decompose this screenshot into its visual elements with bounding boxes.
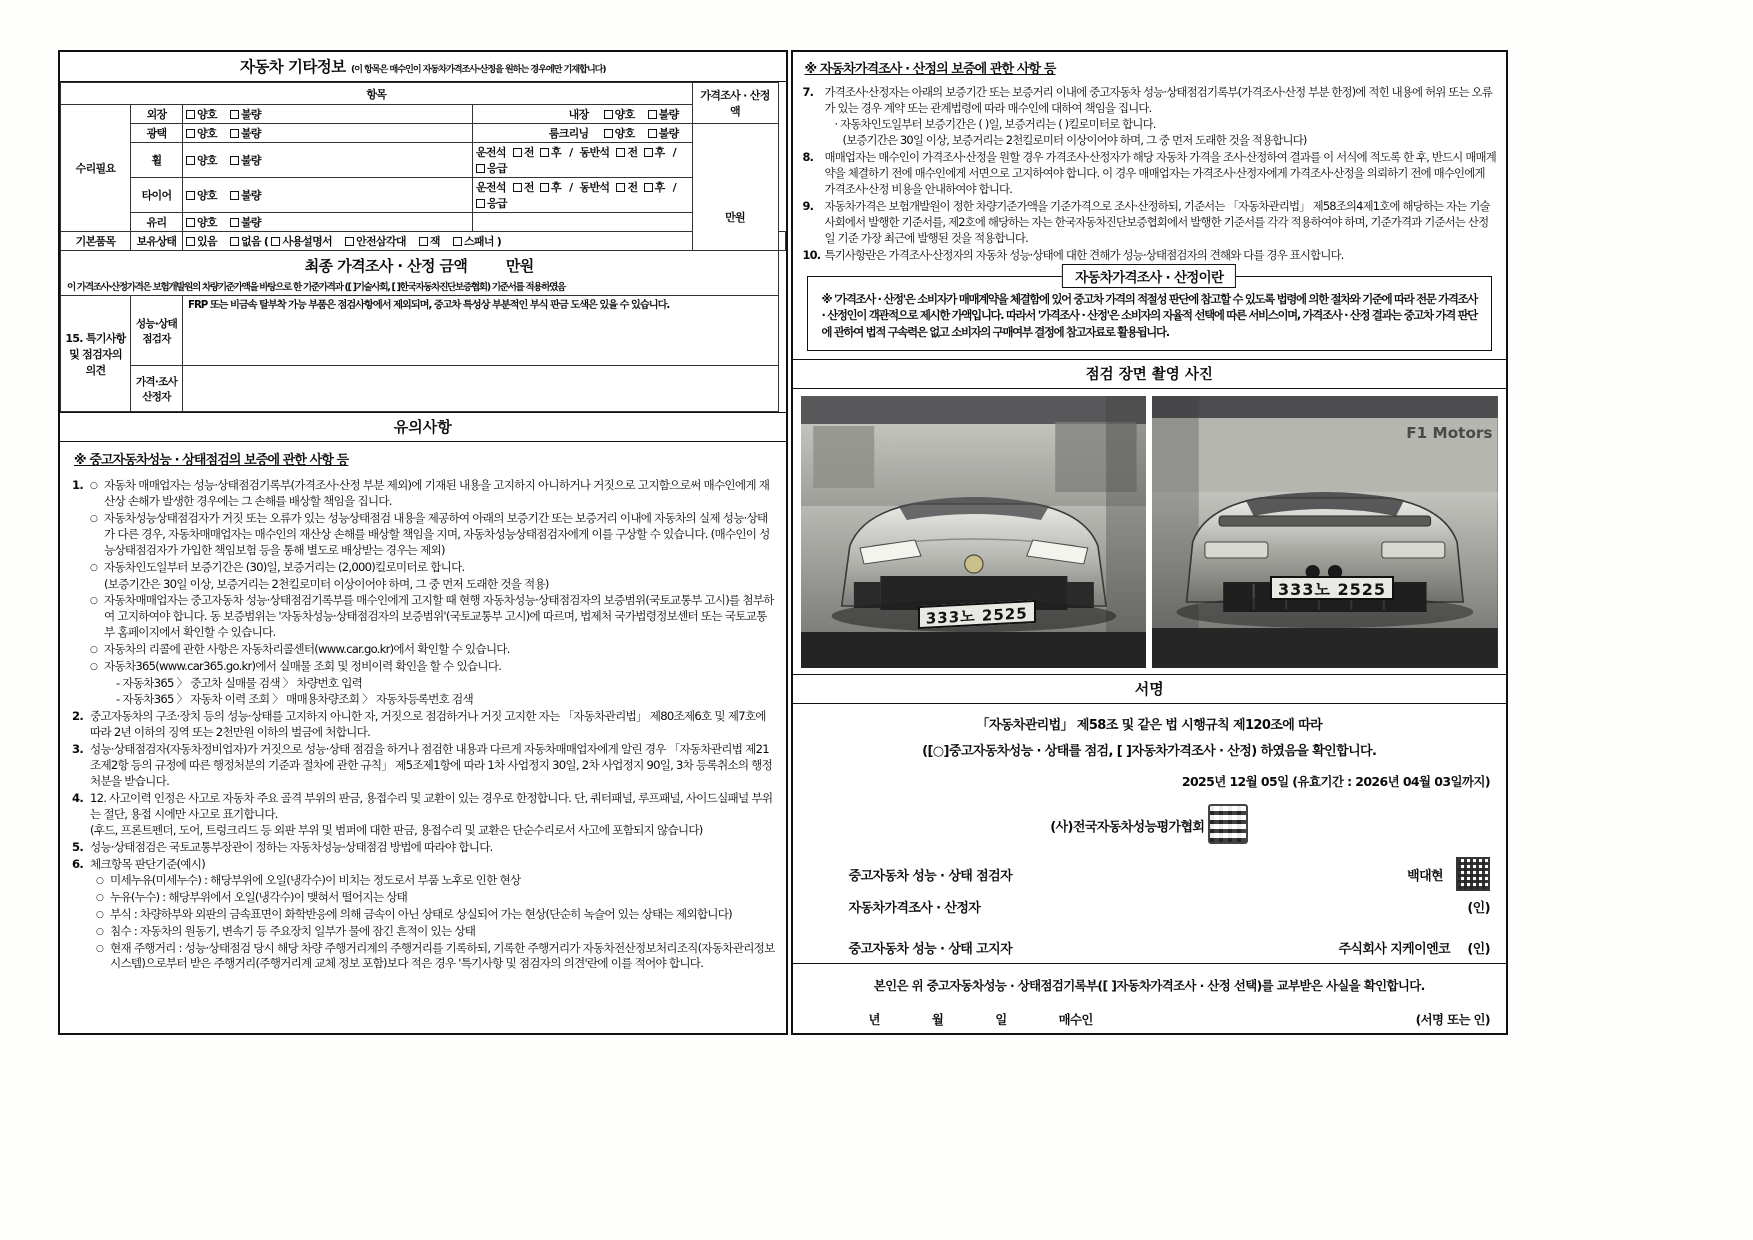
field-sign-or-seal: (서명 또는 인) [1415, 1012, 1490, 1028]
row-label-polish: 광택 [131, 124, 183, 143]
notice-number: 2. [72, 708, 83, 723]
checkbox-icon[interactable] [230, 218, 239, 227]
price-notice-item-8 [803, 150, 1497, 198]
row-options-polish [183, 124, 473, 143]
checkbox-basic-manual[interactable]: 사용설명서 [271, 233, 332, 249]
checkbox-icon[interactable] [540, 183, 549, 192]
buyer-receipt-fields [809, 1010, 1491, 1028]
vehicle-front-photo[interactable] [801, 396, 1147, 668]
notice-body [90, 857, 777, 974]
notice-number: 4. [72, 790, 83, 805]
checkbox-wheel-emergency[interactable]: 응급 [476, 160, 507, 176]
notice-item-2 [72, 709, 777, 741]
row-options-exterior [183, 105, 473, 124]
bullet-icon: ○ [96, 892, 104, 903]
checkbox-basic-triangle[interactable]: 안전삼각대 [345, 233, 406, 249]
checkbox-wheel-bad[interactable]: 불량 [230, 152, 261, 168]
checkbox-icon[interactable] [453, 237, 462, 246]
bullet-icon: ○ [96, 943, 104, 954]
vehicle-rear-photo[interactable] [1152, 396, 1498, 668]
svg-text:F1 Motors: F1 Motors [1406, 424, 1493, 443]
signature-confirm-line: ([○]중고자동차성능 · 상태를 점검, [ ]자동차가격조사 · 산정) 하였음을 확인합니다. [922, 744, 1377, 760]
notice-text: 가격조사·산정자는 아래의 보증기간 또는 보증거리 이내에 중고자동차 성능·상태점검기록부(가격조사·산정 부분 한정)에 적힌 내용에 허위 또는 오류가 있는 경우 계약 또는 관계법령에 따라 매수인에 대하여 책임을 집니다. [824, 85, 1492, 116]
checkbox-basic-spanner[interactable]: 스패너 [453, 233, 494, 249]
list-item: ○ 침수 : 자동차의 원동기, 변속기 등 주요장치 일부가 물에 잠긴 흔적이 있는 상태 [96, 923, 476, 938]
checkbox-icon[interactable] [644, 183, 653, 192]
checkbox-icon[interactable] [648, 129, 657, 138]
checkbox-icon[interactable] [513, 148, 522, 157]
buyer-receipt-box [793, 963, 1507, 1036]
license-plate-front: 333노 2525 [918, 600, 1036, 629]
bullet-icon: ○ [90, 595, 98, 606]
checkbox-icon[interactable] [230, 156, 239, 165]
definition-body: ※ '가격조사 · 산정'은 소비자가 매매계약을 체결함에 있어 중고차 가격의 적절성 판단에 참고할 수 있도록 법령에 의한 절차와 기준에 따라 전문 가격조사 · 산정인이 객관적으로 제시한 가액입니다. 따라서 '가격조사 · 산정'은 소비자의 자율적 선택에 따른 서비스이며, 가격조사 · 산정 결과는 중고차 가격 판단에 관하여 법적 구속력은 없고 소비자의 구매여부 결정에 참고자료로 활용됩니다. [821, 291, 1477, 339]
checkbox-icon[interactable] [186, 191, 195, 200]
notice-number: 9. [802, 198, 814, 213]
checkbox-basic-present[interactable]: 있음 [186, 233, 217, 249]
checkbox-icon[interactable] [271, 237, 280, 246]
notices-body [60, 442, 786, 978]
checkbox-icon[interactable] [540, 148, 549, 157]
buyer-receipt-line: 본인은 위 중고자동차성능 · 상태점검기록부([ ]자동차가격조사 · 산정 선택)를 교부받은 사실을 확인합니다. [873, 978, 1425, 994]
checkbox-icon[interactable] [604, 129, 613, 138]
final-price-title: 최종 가격조사 · 산정 금액 [304, 257, 468, 275]
remarks-inspector-label: 성능·상태 점검자 [131, 296, 183, 366]
notice-body: 성능·상태점검은 국토교통부장관이 정하는 자동차성능·상태점검 방법에 따라야 합니다. [90, 839, 493, 854]
left-column [58, 50, 788, 1035]
definition-caption: 자동차가격조사 · 산정이란 [1062, 264, 1236, 288]
signature-law-line: 「자동차관리법」 제58조 및 같은 법 시행규칙 제120조에 따라 [976, 718, 1323, 734]
field-day[interactable]: 일 [995, 1012, 1007, 1028]
list-item: ○ 누유(누수) : 해당부위에서 오일(냉각수)이 맺혀서 떨어지는 상태 [96, 889, 408, 904]
checkbox-room-cleaning-good[interactable]: 양호 [604, 125, 635, 141]
remarks-appraiser-label: 가격·조사 산정자 [131, 366, 183, 412]
checkbox-tire-passenger-front[interactable]: 전 [616, 179, 637, 195]
notice-number: 5. [72, 839, 83, 854]
notice-item-4 [72, 791, 777, 839]
signature-row-appraiser [809, 897, 1491, 916]
table-row [61, 178, 786, 213]
bullet-icon: ○ [90, 661, 98, 672]
col-item-header: 항목 [61, 83, 693, 105]
criteria-list [90, 873, 777, 973]
checkbox-icon[interactable] [230, 110, 239, 119]
signature-label-appraiser: 자동차가격조사 · 산정자 [848, 901, 981, 917]
checkbox-polish-bad[interactable]: 불량 [230, 125, 261, 141]
field-year[interactable]: 년 [868, 1012, 880, 1028]
signature-row-notifier [809, 938, 1491, 957]
notice-dash-line-2: - 자동차365 〉 자동차 이력 조회 〉 매매용차량조회 〉 자동차등록번호 검색 [116, 691, 473, 706]
inspector-seal-icon [1456, 857, 1490, 891]
warranty-period-line: · 자동차인도일부터 보증기간은 ( )일, 보증거리는 ( )킬로미터로 합니다. [834, 117, 1156, 132]
checkbox-icon[interactable] [186, 237, 195, 246]
notice-number: 1. [72, 477, 83, 492]
notices-list [72, 478, 777, 974]
list-item: ○ 자동차성능상태점검자가 거짓 또는 오류가 있는 성능상태점검 내용을 제공하여 아래의 보증기간 또는 보증거리 이내에 자동차의 실제 성능·상태가 다른 경우, 자동차매매업자는 매수인의 재산상 손해를 배상할 책임을 지며, 자동차성능상태점검자에게 이를 구상할 수 있습니다. (매수인이 성능상태점검자가 가입한 책임보험 등을 통해 별도로 배상받는 경우는 제외) [90, 510, 770, 557]
row-label-glass: 유리 [131, 213, 183, 232]
notice-number: 8. [802, 150, 814, 165]
bullet-icon: ○ [96, 875, 104, 886]
price-unit-label: 만원 [725, 211, 745, 224]
notice-body: 매매업자는 매수인이 가격조사·산정을 원할 경우 가격조사·산정자가 해당 자동차 가격을 조사·산정하여 결과를 이 서식에 적도록 한 후, 반드시 매매계약을 체결하기 전에 매수인에게 서면으로 고지하여야 합니다. 이 경우 매매업자는 가격조사·산정자에게 가격조사·산정을 의뢰하기 전에 매수인에게 가격조사·산정 비용을 안내하여야 합니다. [824, 150, 1496, 196]
checkbox-tire-driver-rear[interactable]: 후 [540, 179, 561, 195]
tire-passenger-label: 동반석 [579, 181, 610, 194]
price-notice-section [793, 52, 1507, 270]
checkbox-icon[interactable] [186, 129, 195, 138]
signature-bar: 서명 [793, 674, 1507, 704]
checkbox-icon[interactable] [345, 237, 354, 246]
checkbox-tire-passenger-rear[interactable]: 후 [644, 179, 665, 195]
bullet-icon: ○ [90, 513, 98, 524]
remarks-appraiser-text[interactable] [183, 366, 779, 412]
row-options-tire [183, 178, 473, 213]
field-month[interactable]: 월 [931, 1012, 944, 1028]
checkbox-wheel-good[interactable]: 양호 [186, 152, 217, 168]
list-item: ○ 미세누유(미세누수) : 해당부위에 오일(냉각수)이 비치는 정도로서 부품 노후로 인한 현상 [96, 872, 521, 887]
table-row [61, 213, 786, 232]
notice-item-5 [72, 840, 777, 856]
bullet-icon: ○ [96, 909, 104, 920]
photos-container [793, 389, 1507, 674]
checkbox-icon[interactable] [513, 183, 522, 192]
signature-value-notifier[interactable]: 주식회사 지케이엔코 [1338, 942, 1450, 958]
vehicle-other-info-table [60, 82, 786, 412]
checkbox-icon[interactable] [419, 237, 428, 246]
price-notice-item-9 [803, 199, 1497, 247]
notice-body [90, 791, 777, 839]
bullet-icon: ○ [90, 562, 98, 573]
notices-bar: 유의사항 [60, 412, 786, 442]
final-price-cell [61, 251, 779, 296]
vehicle-other-info-title: 자동차 기타정보 [240, 58, 346, 76]
checkbox-icon[interactable] [476, 164, 485, 173]
checkbox-tire-good[interactable]: 양호 [186, 187, 217, 203]
row-options-wheel [183, 143, 473, 178]
notice-sub-list [90, 478, 777, 576]
checkbox-polish-good[interactable]: 양호 [186, 125, 217, 141]
signature-date-line: 2025년 12월 05일 (유효기간 : 2026년 04월 03일까지) [1181, 774, 1490, 790]
wheel-passenger-label: 동반석 [579, 146, 610, 159]
final-price-row [61, 251, 786, 296]
association-name: (사)전국자동차성능평가협회 [1050, 820, 1205, 836]
row-empty-glass [473, 213, 693, 232]
checkbox-icon[interactable] [186, 110, 195, 119]
final-price-title-wrap [61, 255, 778, 276]
checkbox-wheel-passenger-front[interactable]: 전 [616, 144, 637, 160]
checkbox-tire-emergency[interactable]: 응급 [476, 195, 507, 211]
remarks-row-appraiser [61, 366, 786, 412]
price-notice-item-7 [803, 85, 1497, 149]
warranty-paren-line: (보증기간은 30일 이상, 보증거리는 2천킬로미터 이상이어야 하며, 그 중 먼저 도래한 것을 적용합니다) [842, 133, 1307, 148]
remarks-inspector-text[interactable]: FRP 또는 비금속 탈부착 가능 부품은 점검사항에서 제외되며, 중고차 특성상 부분적인 부식 판금 도색은 있을 수 있습니다. [183, 296, 779, 366]
license-plate-rear: 333노 2525 [1270, 576, 1394, 600]
definition-box [807, 269, 1493, 352]
signature-label-inspector: 중고자동차 성능 · 상태 점검자 [848, 868, 1013, 884]
list-item: ○ 현재 주행거리 : 성능·상태점검 당시 해당 차량 주행거리계의 주행거리를 기록하되, 기록한 주행거리가 자동차전산정보처리조직(자동차관리정보시스템)으로부터 받은 주행거리(주행거리계 교체 정보 포함)보다 적은 경우 '특기사항 및 점검자의 의견'란에 이를 적어야 합니다. [96, 940, 775, 971]
row-label-interior: 내장 [568, 108, 589, 121]
notice-number: 6. [72, 856, 83, 871]
price-notice-list [803, 85, 1497, 264]
row-label-room-cleaning: 룸크리닝 [548, 127, 589, 140]
vehicle-other-info-subtitle: (이 항목은 매수인이 자동차가격조사·산정을 원하는 경우에만 기재합니다) [351, 64, 606, 75]
table-row [61, 232, 786, 251]
list-item: ○ 부식 : 차량하부와 외판의 금속표면이 화학반응에 의해 금속이 아닌 상태로 상실되어 가는 현상(단순히 녹슬어 있는 상태는 제외합니다) [96, 906, 732, 921]
notice-item-3 [72, 742, 777, 790]
signature-label-notifier: 중고자동차 성능 · 상태 고지자 [848, 942, 1013, 958]
checkbox-icon[interactable] [648, 110, 657, 119]
price-notice-heading: ※ 자동차가격조사 · 산정의 보증에 관한 사항 등 [804, 62, 1056, 77]
rear-photo-image [1152, 396, 1498, 668]
notice-paren-line: (후드, 프론트펜더, 도어, 트렁크리드 등 외판 부위 및 범퍼에 대한 판금, 용접수리 및 교환은 단순수리로서 사고에 포함되지 않습니다) [90, 822, 703, 837]
bullet-icon: ○ [96, 926, 104, 937]
vehicle-other-info-header [60, 52, 786, 82]
col-price-header: 가격조사 · 산정액 [692, 83, 778, 124]
notice-dash-line-1: - 자동차365 〉 중고차 실매물 검색 〉 차량번호 입력 [116, 675, 363, 690]
field-buyer[interactable]: 매수인 [1058, 1012, 1093, 1028]
checkbox-wheel-driver-rear[interactable]: 후 [540, 144, 561, 160]
association-line [809, 804, 1491, 844]
final-price-note: 이 가격조사·산정가격은 보험개발원의 차량기준가액을 바탕으로 한 기준가격과 ([ ]기술사회, [ ]한국자동차진단보증협회) 기준서를 적용하였음 [67, 282, 565, 293]
row-positions-wheel: 운전석 전 후 / 동반석 전 후 / 응급 [473, 143, 693, 178]
checkbox-icon[interactable] [476, 199, 485, 208]
notice-body: 성능·상태점검자(자동차정비업자)가 거짓으로 성능·상태 점검을 하거나 점검한 내용과 다르게 자동차매매업자에게 알린 경우 「자동차관리법 제21조제2항 등의 규정에 따른 행정처분의 기준과 절차에 관한 규칙」 제5조제1항에 따라 1차 사업정지 30일, 2차 사업정지 90일, 3차 등록취소의 행정처분을 받습니다. [90, 741, 773, 788]
notice-number: 7. [802, 85, 814, 100]
basic-price-cell[interactable] [778, 232, 785, 251]
list-item: ○ 자동차인도일부터 보증기간은 (30)일, 보증거리는 (2,000)킬로미터로 합니다. [90, 559, 465, 574]
checkbox-icon[interactable] [230, 237, 239, 246]
checkbox-glass-bad[interactable]: 불량 [230, 214, 261, 230]
notice-item-6 [72, 857, 777, 974]
checkbox-icon[interactable] [230, 191, 239, 200]
checkbox-glass-good[interactable]: 양호 [186, 214, 217, 230]
checkbox-basic-absent[interactable]: 없음 [230, 233, 261, 249]
row-label-exterior: 외장 [131, 105, 183, 124]
checkbox-icon[interactable] [186, 156, 195, 165]
checkbox-tire-bad[interactable]: 불량 [230, 187, 261, 203]
bullet-icon: ○ [90, 480, 98, 491]
row-options-interior [473, 105, 693, 124]
list-item: ○ 자동차매매업자는 중고자동차 성능·상태점검기록부를 매수인에게 고지할 때 현행 자동차성능·상태점검자의 보증범위(국토교통부 고시)를 첨부하여 고지하여야 합니다. 동 보증범위는 '자동차성능·상태점검자의 보증범위'(국토교통부 고시)에 따르며, 법제처 국가법령정보센터 또는 국토교통부 홈페이지에서 확인할 수 있습니다. [90, 592, 774, 639]
checkbox-interior-good[interactable]: 양호 [604, 106, 635, 122]
signature-row-inspector [809, 857, 1491, 891]
group-repair-label: 수리필요 [61, 105, 131, 232]
bullet-icon: ○ [90, 644, 98, 655]
final-price-unit: 만원 [505, 257, 534, 275]
checkbox-wheel-driver-front[interactable]: 전 [513, 144, 534, 160]
notice-body: 중고자동차의 구조·장치 등의 성능·상태를 고지하지 아니한 자, 거짓으로 점검하거나 거짓 고지한 자는 「자동차관리법」 제80조제6호 및 제7호에 따라 2년 이하의 징역 또는 2천만원 이하의 벌금에 처합니다. [90, 708, 766, 739]
checkbox-exterior-good[interactable]: 양호 [186, 106, 217, 122]
checkbox-icon[interactable] [604, 110, 613, 119]
row-label-wheel: 휠 [131, 143, 183, 178]
association-seal-icon [1208, 804, 1248, 844]
list-item: ○ 자동차의 리콜에 관한 사항은 자동차리콜센터(www.car.go.kr)에서 확인할 수 있습니다. [90, 641, 510, 656]
remarks-row-inspector [61, 296, 786, 366]
notices-heading: ※ 중고자동차성능 · 상태점검의 보증에 관한 사항 등 [74, 453, 349, 468]
table-header-row [61, 83, 786, 105]
wheel-driver-label: 운전석 [476, 146, 506, 159]
notice-body [825, 85, 1497, 149]
notice-text: 12. 사고이력 인정은 사고로 자동차 주요 골격 부위의 판금, 용접수리 및 교환이 있는 경우로 한정합니다. 단, 쿼터패널, 루프패널, 사이드실패널 부위는 절단, 용접 시에만 사고로 표기합니다. [90, 790, 773, 821]
row-label-tire: 타이어 [131, 178, 183, 213]
checkbox-icon[interactable] [230, 129, 239, 138]
checkbox-exterior-bad[interactable]: 불량 [230, 106, 261, 122]
price-notice-item-10 [803, 248, 1497, 264]
list-item: ○ 자동차365(www.car365.go.kr)에서 실매물 조회 및 정비이력 확인을 할 수 있습니다. [90, 658, 502, 673]
notice-paren-line: (보증기간은 30일 이상, 보증거리는 2천킬로미터 이상이어야 하며, 그 중 먼저 도래한 것을 적용) [104, 576, 549, 591]
notice-text: 체크항목 판단기준(예시) [90, 856, 205, 871]
price-value-cell[interactable] [692, 124, 778, 251]
inspection-record-sheet [58, 50, 1508, 1035]
table-row [61, 105, 786, 124]
checkbox-icon[interactable] [616, 183, 625, 192]
basic-items-options: 있음 없음 ( 사용설명서 안전삼각대 잭 스패너 ) [183, 232, 693, 251]
notice-number: 10. [802, 247, 821, 262]
basic-state-label: 보유상태 [131, 232, 183, 251]
notice-sub-list-2 [90, 593, 777, 675]
appraiser-seal-label: (인) [1467, 901, 1490, 917]
row-options-glass [183, 213, 473, 232]
notifier-seal-label: (인) [1467, 942, 1490, 958]
notice-body [90, 478, 777, 708]
signature-section [793, 704, 1507, 963]
notice-number: 3. [72, 741, 83, 756]
checkbox-icon[interactable] [186, 218, 195, 227]
photos-bar: 점검 장면 촬영 사진 [793, 359, 1507, 389]
table-row [61, 143, 786, 178]
row-options-room-cleaning [473, 124, 693, 143]
checkbox-icon[interactable] [616, 148, 625, 157]
tire-driver-label: 운전석 [476, 181, 506, 194]
table-row [61, 124, 786, 143]
notice-body: 특기사항란은 가격조사·산정자의 자동차 성능·상태에 대한 견해가 성능·상태점검자의 견해와 다를 경우 표시합니다. [824, 247, 1344, 262]
checkbox-basic-jack[interactable]: 잭 [419, 233, 440, 249]
right-column [791, 50, 1509, 1035]
row-positions-tire: 운전석 전 후 / 동반석 전 후 / 응급 [473, 178, 693, 213]
checkbox-wheel-passenger-rear[interactable]: 후 [644, 144, 665, 160]
checkbox-room-cleaning-bad[interactable]: 불량 [648, 125, 679, 141]
remarks-title: 15. 특기사항 및 점검자의 의견 [61, 296, 131, 412]
list-item: ○ 자동차 매매업자는 성능·상태점검기록부(가격조사·산정 부분 제외)에 기재된 내용을 고지하지 아니하거나 거짓으로 고지함으로써 매수인에게 재산상 손해가 발생한 경우에는 그 손해를 배상할 책임을 집니다. [90, 477, 770, 508]
notice-item-1 [72, 478, 777, 708]
signature-value-inspector[interactable]: 백대현 [1407, 868, 1443, 884]
checkbox-icon[interactable] [644, 148, 653, 157]
checkbox-interior-bad[interactable]: 불량 [648, 106, 679, 122]
checkbox-tire-driver-front[interactable]: 전 [513, 179, 534, 195]
group-basic-label: 기본품목 [61, 232, 131, 251]
notice-body: 자동차가격은 보험개발원이 정한 차량기준가액을 기준가격으로 조사·산정하되, 기준서는 「자동차관리법」 제58조의4제1호에 해당하는 자는 기술사회에서 발행한 기준서를, 제2호에 해당하는 자는 한국자동차진단보증협회에서 발행한 기준서를 각각 적용하여야 하며, 기준가격과 기준서는 산정일 기준 가장 최근에 발행된 것을 적용합니다. [824, 198, 1490, 245]
